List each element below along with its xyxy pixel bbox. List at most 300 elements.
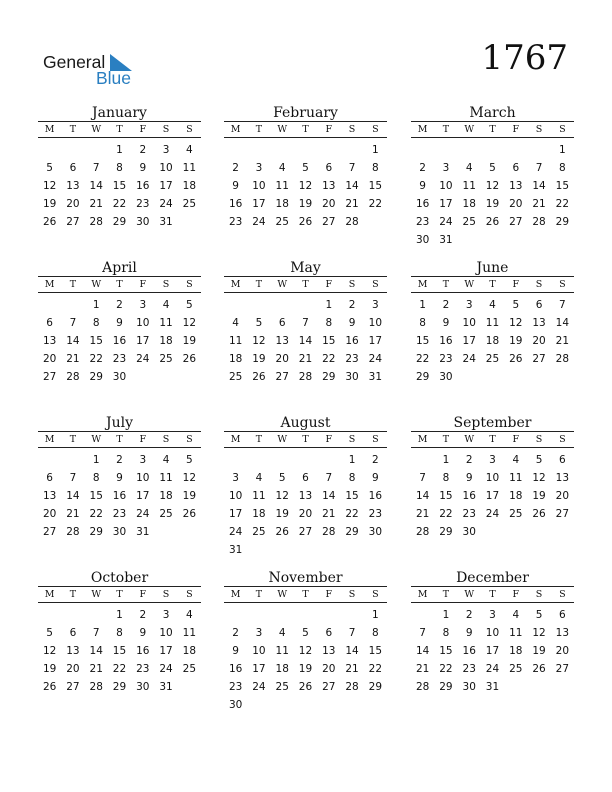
day-cell: 17 — [159, 645, 173, 657]
weekday-header: T — [69, 124, 77, 135]
day-cell: 26 — [252, 371, 266, 383]
empty-day-cell — [271, 451, 294, 469]
day-cell: 11 — [509, 472, 523, 484]
day-cell: 31 — [368, 371, 383, 383]
empty-day-cell — [224, 296, 247, 314]
day-cell: 22 — [415, 353, 430, 365]
day-cell: 10 — [485, 627, 500, 639]
empty-day-cell — [61, 606, 84, 624]
day-cell: 16 — [136, 645, 150, 657]
day-cell: 22 — [89, 508, 103, 520]
day-cell: 21 — [532, 198, 546, 210]
empty-day-cell — [61, 451, 84, 469]
day-cell: 8 — [348, 472, 356, 484]
month-april — [38, 260, 201, 386]
empty-day-cell — [294, 451, 317, 469]
day-cell: 6 — [535, 299, 543, 311]
month-march — [411, 105, 574, 249]
day-cell: 29 — [89, 526, 103, 538]
month-may — [224, 260, 387, 386]
day-cell: 21 — [66, 508, 80, 520]
day-cell: 5 — [186, 454, 193, 466]
day-cell: 24 — [228, 526, 243, 538]
weekday-header: S — [186, 589, 193, 600]
day-cell: 15 — [439, 490, 453, 502]
day-cell: 8 — [116, 627, 123, 639]
day-cell: 26 — [182, 508, 197, 520]
day-cell: 3 — [465, 299, 473, 311]
day-cell: 29 — [415, 371, 430, 383]
day-cell: 6 — [325, 162, 333, 174]
empty-day-cell — [85, 606, 108, 624]
day-cell: 9 — [465, 627, 473, 639]
month-february — [224, 105, 387, 231]
day-cell: 7 — [419, 472, 426, 484]
day-cell: 19 — [182, 335, 197, 347]
day-cell: 5 — [46, 627, 53, 639]
day-cell: 5 — [278, 472, 286, 484]
day-cell: 13 — [322, 645, 336, 657]
day-cell: 11 — [485, 317, 500, 329]
day-cell: 3 — [162, 144, 170, 156]
weekday-header: S — [535, 279, 543, 290]
day-cell: 20 — [42, 508, 57, 520]
day-cell: 12 — [275, 490, 289, 502]
day-cell: 3 — [232, 472, 239, 484]
day-cell: 6 — [302, 472, 309, 484]
day-cell: 1 — [325, 299, 333, 311]
day-cell: 6 — [559, 609, 566, 621]
month-title: February — [273, 105, 338, 121]
day-cell: 18 — [159, 335, 173, 347]
day-cell: 15 — [112, 645, 127, 657]
month-november — [224, 570, 387, 714]
day-cell: 2 — [116, 299, 123, 311]
day-cell: 1 — [559, 144, 566, 156]
day-cell: 4 — [512, 609, 520, 621]
day-cell: 30 — [415, 234, 430, 246]
day-cell: 15 — [112, 180, 127, 192]
weekday-header: F — [512, 279, 520, 290]
day-cell: 14 — [66, 335, 80, 347]
year-title: 1767 — [481, 38, 568, 78]
day-cell: 26 — [509, 353, 523, 365]
empty-day-cell — [317, 141, 340, 159]
day-cell: 15 — [89, 335, 103, 347]
day-cell: 11 — [182, 162, 197, 174]
weekday-header: T — [489, 434, 496, 445]
day-cell: 10 — [462, 317, 476, 329]
empty-day-cell — [38, 141, 61, 159]
day-cell: 5 — [302, 627, 309, 639]
day-cell: 11 — [159, 472, 173, 484]
empty-day-cell — [38, 606, 61, 624]
weekday-header: M — [44, 279, 55, 290]
weekday-header: S — [559, 589, 566, 600]
day-grid — [38, 448, 201, 541]
day-grid — [411, 138, 574, 249]
day-cell: 19 — [532, 490, 546, 502]
day-cell: 19 — [275, 508, 289, 520]
day-cell: 16 — [112, 335, 127, 347]
day-cell: 21 — [345, 198, 359, 210]
day-cell: 30 — [112, 371, 127, 383]
weekday-header-row — [411, 586, 574, 603]
day-cell: 27 — [66, 681, 80, 693]
day-cell: 4 — [512, 454, 520, 466]
day-cell: 15 — [322, 335, 336, 347]
weekday-header: M — [230, 279, 241, 290]
day-cell: 4 — [186, 609, 193, 621]
day-cell: 25 — [252, 526, 266, 538]
day-cell: 1 — [442, 609, 450, 621]
weekday-header-row — [38, 276, 201, 293]
day-cell: 1 — [116, 144, 123, 156]
weekday-header: M — [230, 589, 241, 600]
day-cell: 12 — [182, 317, 197, 329]
day-cell: 16 — [345, 335, 359, 347]
day-cell: 18 — [485, 335, 500, 347]
day-cell: 25 — [485, 353, 500, 365]
day-cell: 12 — [298, 645, 313, 657]
day-cell: 6 — [559, 454, 566, 466]
day-cell: 11 — [228, 335, 243, 347]
day-cell: 28 — [66, 371, 80, 383]
weekday-header: F — [512, 124, 520, 135]
weekday-header: T — [69, 434, 77, 445]
day-cell: 14 — [89, 645, 103, 657]
weekday-header: S — [372, 279, 379, 290]
day-cell: 30 — [462, 526, 476, 538]
day-cell: 28 — [298, 371, 313, 383]
empty-day-cell — [411, 451, 434, 469]
weekday-header: M — [44, 124, 55, 135]
day-cell: 20 — [275, 353, 289, 365]
day-cell: 7 — [69, 472, 77, 484]
day-cell: 7 — [302, 317, 309, 329]
day-cell: 5 — [255, 317, 263, 329]
day-cell: 2 — [139, 144, 147, 156]
day-cell: 10 — [439, 180, 453, 192]
weekday-header: W — [464, 124, 475, 135]
day-cell: 14 — [89, 180, 103, 192]
day-cell: 11 — [159, 317, 173, 329]
day-cell: 22 — [368, 198, 383, 210]
weekday-header: S — [559, 434, 566, 445]
day-cell: 15 — [439, 645, 453, 657]
day-cell: 18 — [509, 490, 523, 502]
day-cell: 18 — [275, 198, 289, 210]
day-cell: 12 — [252, 335, 266, 347]
day-cell: 19 — [509, 335, 523, 347]
weekday-header: W — [91, 279, 102, 290]
day-cell: 12 — [298, 180, 313, 192]
empty-day-cell — [85, 141, 108, 159]
day-cell: 30 — [136, 216, 150, 228]
day-cell: 2 — [419, 162, 426, 174]
weekday-header: T — [255, 124, 263, 135]
day-grid — [224, 603, 387, 714]
day-cell: 14 — [322, 490, 336, 502]
day-cell: 26 — [532, 663, 546, 675]
day-cell: 9 — [419, 180, 426, 192]
day-cell: 12 — [532, 627, 546, 639]
day-cell: 2 — [232, 627, 239, 639]
weekday-header: T — [116, 124, 123, 135]
day-cell: 17 — [136, 335, 150, 347]
day-cell: 28 — [89, 216, 103, 228]
day-grid — [224, 138, 387, 231]
day-grid — [38, 603, 201, 696]
day-cell: 16 — [462, 645, 476, 657]
weekday-header: S — [348, 589, 356, 600]
weekday-header: T — [302, 434, 309, 445]
day-cell: 9 — [465, 472, 473, 484]
day-cell: 9 — [139, 627, 147, 639]
weekday-header: F — [512, 589, 520, 600]
weekday-header: W — [277, 279, 288, 290]
weekday-header: T — [302, 124, 309, 135]
day-cell: 17 — [228, 508, 243, 520]
weekday-header: T — [302, 589, 309, 600]
day-cell: 23 — [112, 353, 127, 365]
day-cell: 14 — [345, 645, 359, 657]
day-cell: 4 — [186, 144, 193, 156]
day-cell: 12 — [182, 472, 197, 484]
day-cell: 21 — [89, 663, 103, 675]
weekday-header: T — [255, 589, 263, 600]
day-cell: 16 — [368, 490, 383, 502]
day-cell: 27 — [298, 526, 313, 538]
weekday-header: T — [442, 589, 450, 600]
day-cell: 13 — [509, 180, 523, 192]
day-cell: 30 — [439, 371, 453, 383]
weekday-header: T — [69, 589, 77, 600]
weekday-header-row — [411, 276, 574, 293]
day-cell: 6 — [69, 627, 77, 639]
day-cell: 2 — [232, 162, 239, 174]
day-cell: 3 — [139, 299, 147, 311]
day-cell: 17 — [485, 645, 500, 657]
day-cell: 23 — [368, 508, 383, 520]
day-cell: 13 — [322, 180, 336, 192]
weekday-header: S — [535, 589, 543, 600]
month-september — [411, 415, 574, 541]
month-june — [411, 260, 574, 386]
day-cell: 15 — [368, 645, 383, 657]
day-cell: 3 — [255, 627, 263, 639]
day-cell: 1 — [419, 299, 426, 311]
day-cell: 18 — [509, 645, 523, 657]
weekday-header: T — [489, 589, 496, 600]
weekday-header: S — [162, 589, 170, 600]
day-grid — [411, 603, 574, 696]
logo-text-general: General — [43, 52, 106, 72]
day-cell: 7 — [535, 162, 543, 174]
day-cell: 31 — [228, 544, 243, 556]
day-cell: 19 — [298, 663, 313, 675]
day-cell: 28 — [66, 526, 80, 538]
empty-day-cell — [458, 141, 481, 159]
day-cell: 2 — [465, 454, 473, 466]
day-cell: 1 — [116, 609, 123, 621]
day-cell: 29 — [112, 216, 127, 228]
empty-day-cell — [271, 606, 294, 624]
day-cell: 30 — [136, 681, 150, 693]
day-cell: 28 — [532, 216, 546, 228]
day-cell: 26 — [42, 681, 57, 693]
empty-day-cell — [434, 141, 457, 159]
day-cell: 7 — [559, 299, 566, 311]
day-cell: 19 — [532, 645, 546, 657]
day-cell: 14 — [345, 180, 359, 192]
day-cell: 25 — [159, 508, 173, 520]
day-cell: 19 — [485, 198, 500, 210]
day-cell: 12 — [532, 472, 546, 484]
day-cell: 13 — [66, 645, 80, 657]
weekday-header: W — [277, 589, 288, 600]
day-cell: 16 — [112, 490, 127, 502]
day-cell: 22 — [439, 663, 453, 675]
day-cell: 19 — [182, 490, 197, 502]
day-cell: 29 — [345, 526, 359, 538]
day-cell: 20 — [555, 645, 570, 657]
day-cell: 13 — [532, 317, 546, 329]
month-title: March — [469, 105, 516, 121]
day-cell: 20 — [322, 198, 336, 210]
day-cell: 9 — [116, 317, 123, 329]
day-cell: 16 — [228, 663, 243, 675]
day-cell: 25 — [275, 216, 289, 228]
empty-day-cell — [247, 141, 270, 159]
day-cell: 25 — [509, 663, 523, 675]
day-cell: 16 — [228, 198, 243, 210]
day-cell: 31 — [159, 216, 173, 228]
day-cell: 15 — [89, 490, 103, 502]
day-cell: 19 — [252, 353, 266, 365]
day-cell: 8 — [442, 627, 450, 639]
day-cell: 22 — [112, 198, 127, 210]
day-cell: 3 — [372, 299, 379, 311]
day-cell: 2 — [442, 299, 450, 311]
day-cell: 1 — [372, 609, 379, 621]
day-cell: 30 — [368, 526, 383, 538]
day-cell: 17 — [252, 198, 266, 210]
day-cell: 26 — [182, 353, 197, 365]
day-cell: 26 — [298, 681, 313, 693]
day-cell: 16 — [439, 335, 453, 347]
day-cell: 13 — [555, 627, 570, 639]
day-cell: 5 — [535, 454, 543, 466]
day-cell: 15 — [345, 490, 359, 502]
day-cell: 10 — [485, 472, 500, 484]
month-title: January — [92, 105, 147, 121]
day-cell: 17 — [159, 180, 173, 192]
day-cell: 17 — [462, 335, 476, 347]
weekday-header-row — [411, 431, 574, 448]
weekday-header: W — [464, 434, 475, 445]
weekday-header: S — [535, 434, 543, 445]
day-cell: 21 — [89, 198, 103, 210]
empty-day-cell — [271, 141, 294, 159]
day-cell: 26 — [42, 216, 57, 228]
day-cell: 15 — [415, 335, 430, 347]
day-cell: 18 — [159, 490, 173, 502]
empty-day-cell — [247, 606, 270, 624]
day-cell: 12 — [42, 180, 57, 192]
day-cell: 17 — [136, 490, 150, 502]
empty-day-cell — [527, 141, 550, 159]
day-cell: 11 — [462, 180, 476, 192]
month-title: November — [268, 570, 343, 586]
day-cell: 20 — [42, 353, 57, 365]
weekday-header: T — [442, 124, 450, 135]
month-title: August — [280, 415, 331, 431]
day-cell: 8 — [372, 627, 379, 639]
day-cell: 7 — [419, 627, 426, 639]
day-cell: 6 — [325, 627, 333, 639]
day-cell: 21 — [415, 663, 430, 675]
day-cell: 2 — [465, 609, 473, 621]
day-cell: 25 — [228, 371, 243, 383]
day-cell: 27 — [42, 371, 57, 383]
day-cell: 12 — [509, 317, 523, 329]
weekday-header: F — [325, 279, 333, 290]
day-cell: 4 — [278, 162, 286, 174]
logo-text-blue: Blue — [96, 68, 132, 88]
empty-day-cell — [271, 296, 294, 314]
day-cell: 22 — [89, 353, 103, 365]
day-cell: 5 — [535, 609, 543, 621]
weekday-header: W — [464, 589, 475, 600]
weekday-header-row — [224, 586, 387, 603]
weekday-header: S — [348, 434, 356, 445]
day-cell: 14 — [66, 490, 80, 502]
day-cell: 1 — [92, 299, 100, 311]
day-grid — [411, 293, 574, 386]
day-cell: 20 — [322, 663, 336, 675]
empty-day-cell — [481, 141, 504, 159]
day-cell: 6 — [46, 472, 53, 484]
day-cell: 20 — [532, 335, 546, 347]
day-cell: 22 — [345, 508, 359, 520]
empty-day-cell — [317, 451, 340, 469]
day-cell: 4 — [232, 317, 239, 329]
day-cell: 8 — [419, 317, 426, 329]
month-title: April — [102, 260, 137, 276]
day-cell: 18 — [462, 198, 476, 210]
day-cell: 15 — [368, 180, 383, 192]
day-cell: 12 — [42, 645, 57, 657]
day-cell: 16 — [415, 198, 430, 210]
day-cell: 20 — [555, 490, 570, 502]
empty-day-cell — [317, 606, 340, 624]
day-cell: 2 — [348, 299, 356, 311]
day-cell: 10 — [136, 317, 150, 329]
weekday-header: M — [417, 589, 428, 600]
day-cell: 27 — [555, 663, 570, 675]
day-cell: 10 — [252, 645, 266, 657]
day-cell: 9 — [348, 317, 356, 329]
weekday-header-row — [411, 121, 574, 138]
empty-day-cell — [38, 451, 61, 469]
empty-day-cell — [294, 606, 317, 624]
day-cell: 24 — [136, 508, 150, 520]
day-cell: 9 — [232, 180, 239, 192]
day-cell: 7 — [92, 627, 100, 639]
weekday-header: M — [417, 434, 428, 445]
day-cell: 9 — [139, 162, 147, 174]
